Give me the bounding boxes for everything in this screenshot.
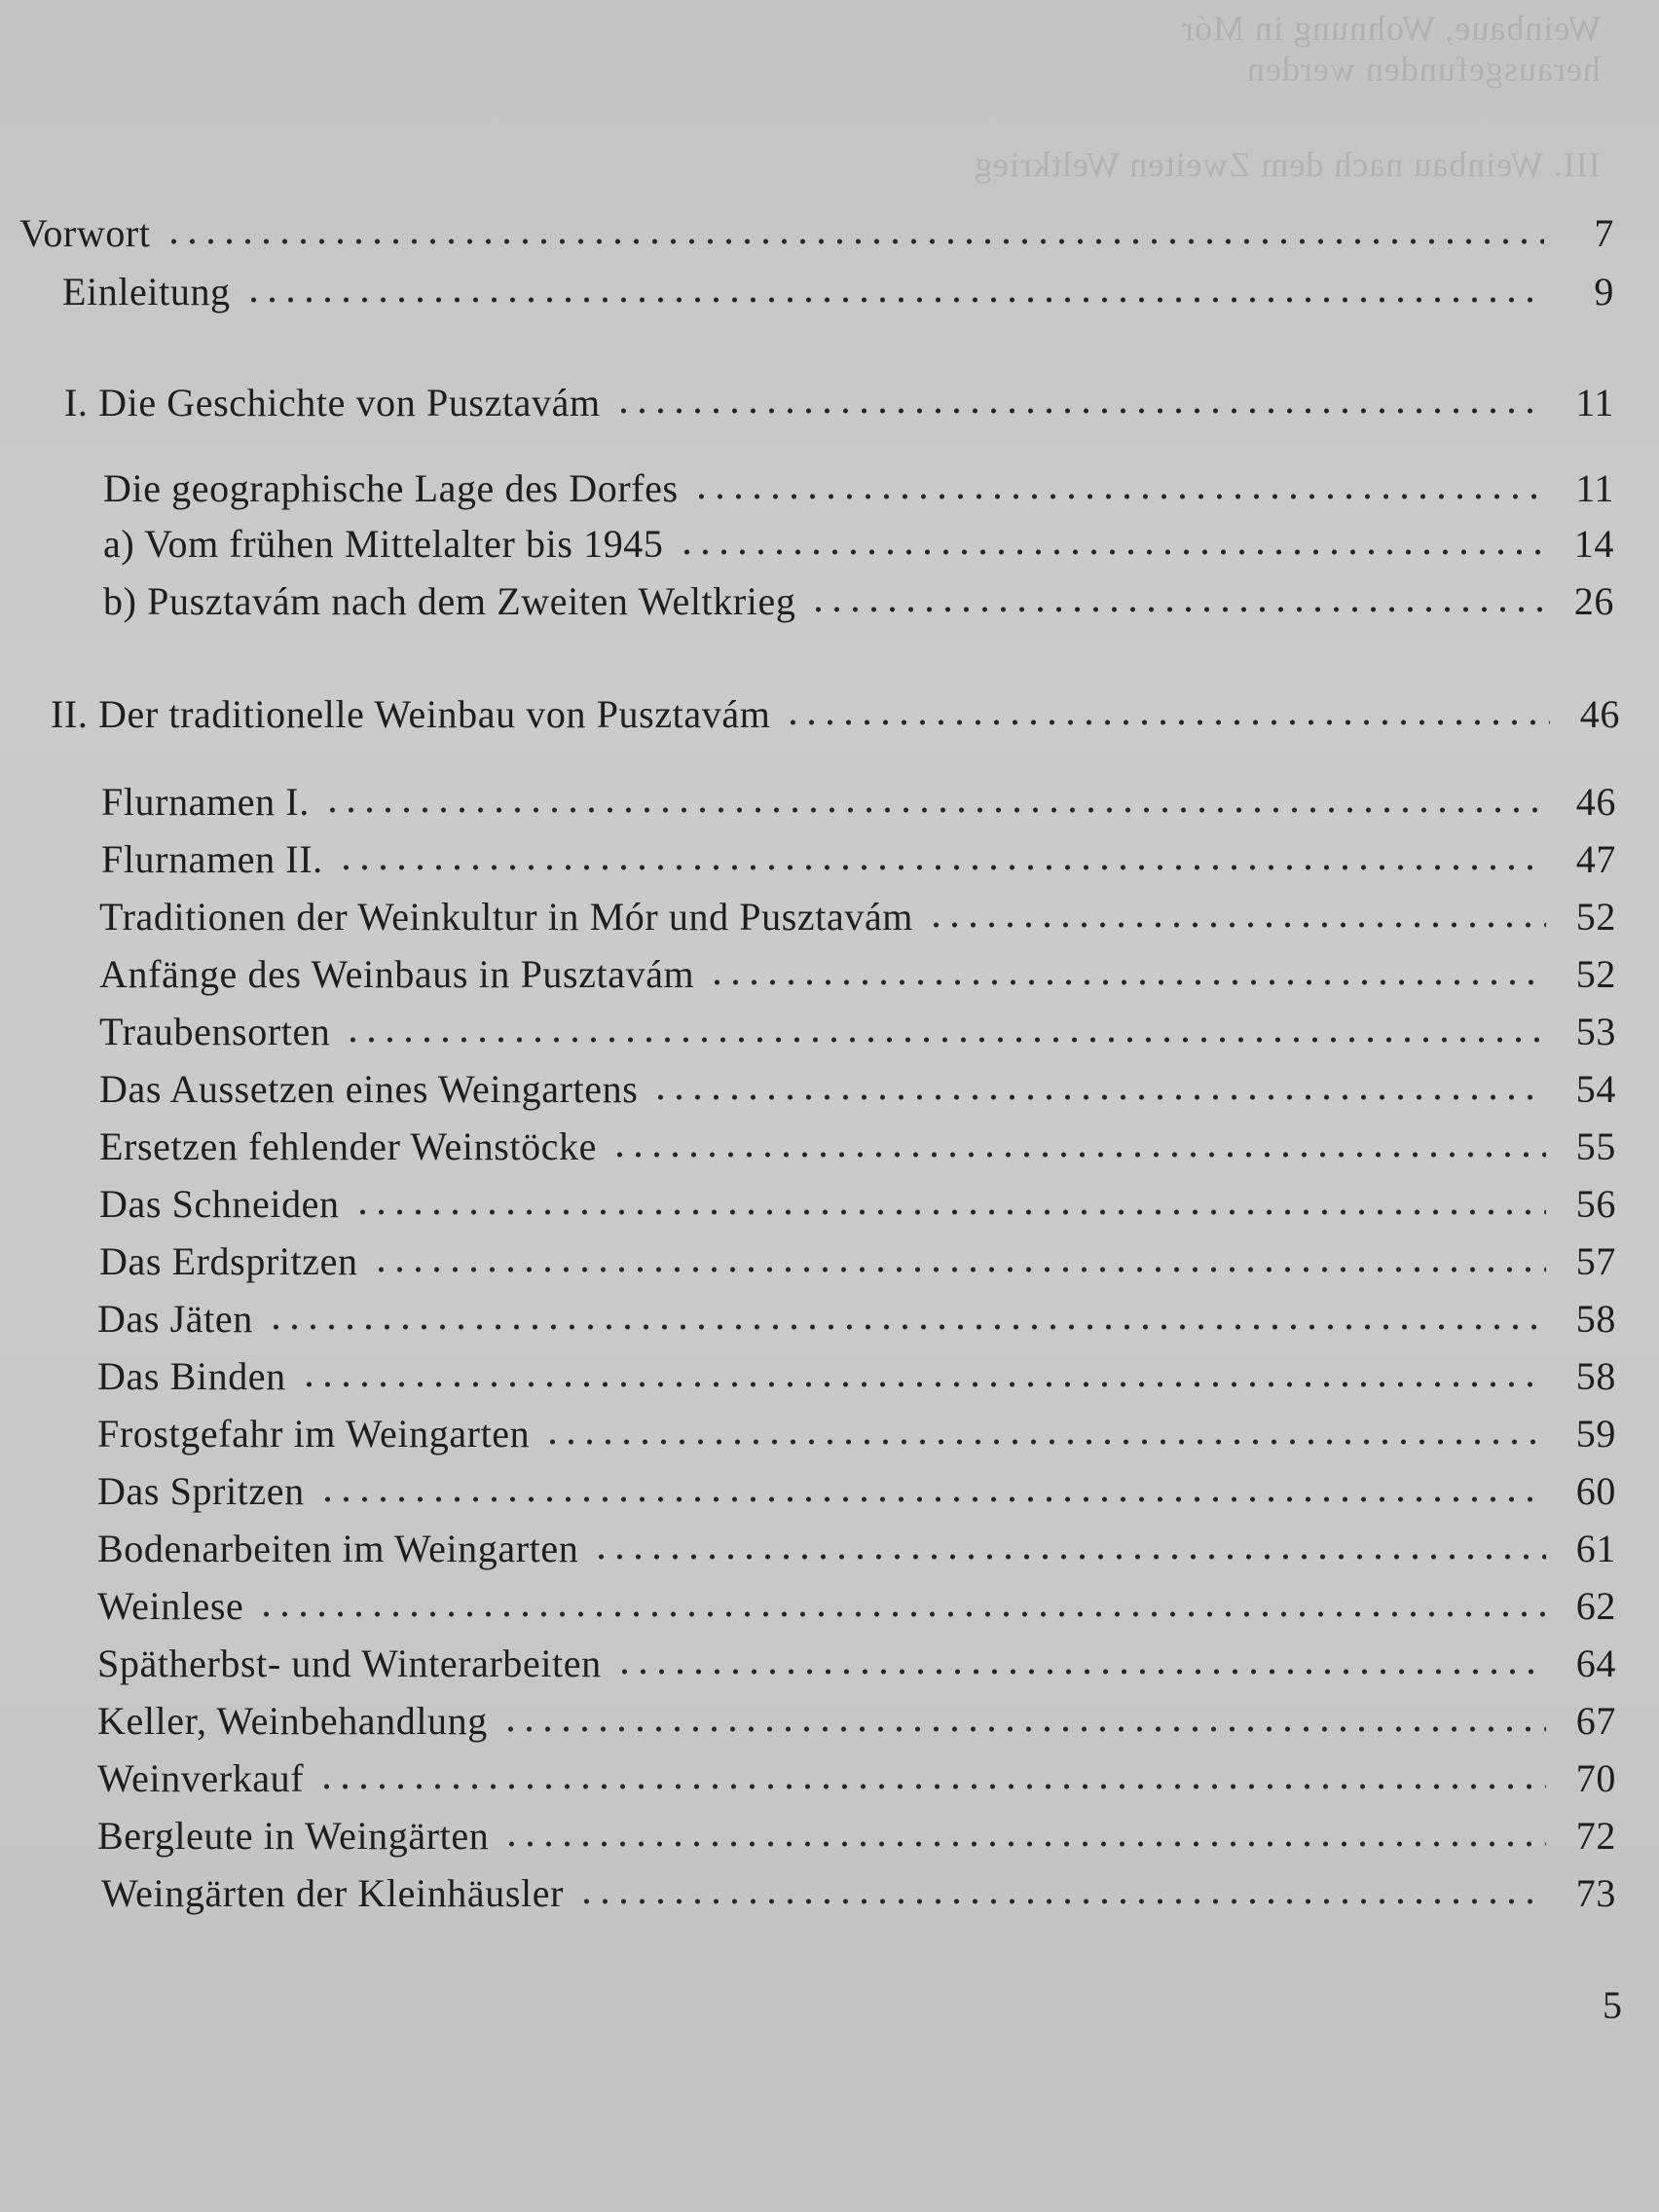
toc-entry-title: Keller, Weinbehandlung: [97, 1699, 488, 1743]
toc-entry: [97, 1353, 1616, 1400]
dot-leader: [678, 548, 1545, 556]
toc-entry-page: 52: [1575, 952, 1616, 996]
toc-entry-page: 60: [1575, 1469, 1616, 1513]
toc-entry-title: Das Erdspritzen: [99, 1239, 358, 1283]
dot-leader: [353, 1208, 1546, 1216]
toc-entry-page: 14: [1573, 522, 1614, 566]
toc-entry-title: a) Vom frühen Mittelalter bis 1945: [103, 522, 664, 566]
bleed-through-text: III. Weinbau nach dem Zweiten Weltkrieg: [974, 145, 1601, 184]
toc-entry-page: 73: [1575, 1871, 1616, 1915]
toc-entry-page: 52: [1575, 895, 1616, 939]
toc-entry-page: 54: [1575, 1067, 1616, 1111]
toc-entry-title: Das Spritzen: [97, 1469, 305, 1513]
toc-entry-title: Flurnamen I.: [101, 780, 310, 824]
toc-entry-title: Traubensorten: [99, 1010, 331, 1053]
dot-leader: [317, 1783, 1546, 1790]
bleed-through-text: Weinbaue, Wohnung in Mór: [1180, 9, 1601, 48]
dot-leader: [784, 719, 1550, 726]
dot-leader: [344, 1036, 1546, 1044]
toc-entry: [101, 1870, 1616, 1917]
toc-entry-title: Weinlese: [97, 1584, 244, 1628]
dot-leader: [318, 1495, 1546, 1503]
dot-leader: [323, 806, 1546, 814]
toc-entry-page: 58: [1575, 1354, 1616, 1398]
toc-entry-title: Bodenarbeiten im Weingarten: [97, 1527, 579, 1570]
toc-entry-title: Bergleute in Weingärten: [97, 1814, 490, 1858]
toc-entry-title: Anfänge des Weinbaus in Pusztavám: [99, 952, 695, 996]
toc-entry-page: 67: [1575, 1699, 1616, 1743]
toc-entry-title: Weingärten der Kleinhäusler: [101, 1871, 565, 1915]
toc-entry: [97, 1583, 1616, 1630]
toc-entry-title: b) Pusztavám nach dem Zweiten Weltkrieg: [103, 579, 796, 623]
dot-leader: [501, 1725, 1546, 1733]
toc-entry-page: 72: [1575, 1814, 1616, 1858]
dot-leader: [809, 606, 1544, 613]
toc-entry: [103, 578, 1614, 625]
dot-leader: [257, 1610, 1546, 1618]
toc-entry: [101, 779, 1616, 826]
toc-entry-title: Das Aussetzen eines Weingartens: [99, 1067, 639, 1111]
toc-entry-page: 61: [1575, 1527, 1616, 1570]
dot-leader: [165, 238, 1544, 245]
toc-entry-page: 47: [1575, 837, 1616, 881]
bleed-through-text: herausgefunden werden: [1246, 50, 1601, 89]
page-number: 5: [1603, 1983, 1622, 2027]
toc-entry: [97, 1526, 1616, 1572]
toc-entry: [99, 1124, 1616, 1170]
toc-entry-title: Einleitung: [62, 270, 231, 313]
toc-entry: [97, 1296, 1616, 1343]
dot-leader: [337, 864, 1546, 871]
toc-entry-page: 57: [1575, 1239, 1616, 1283]
toc-entry-title: Weinverkauf: [97, 1756, 305, 1800]
toc-entry-page: 70: [1575, 1756, 1616, 1800]
toc-entry: [97, 1813, 1616, 1860]
toc-entry: [99, 894, 1616, 940]
dot-leader: [543, 1438, 1546, 1446]
toc-entry-page: 53: [1575, 1010, 1616, 1053]
toc-entry-vorwort: [19, 210, 1614, 257]
dot-leader: [651, 1093, 1546, 1101]
toc-entry-title: Ersetzen fehlender Weinstöcke: [99, 1124, 597, 1168]
toc-entry: [97, 1755, 1616, 1802]
toc-entry-page: 62: [1575, 1584, 1616, 1628]
toc-entry: [99, 951, 1616, 998]
toc-entry-title: II. Der traditionelle Weinbau von Pusztavám: [51, 692, 771, 736]
dot-leader: [927, 921, 1546, 929]
toc-entry: [99, 1009, 1616, 1055]
toc-entry-page: 46: [1579, 692, 1620, 736]
toc-entry: [101, 836, 1616, 883]
toc-entry-einleitung: [62, 269, 1614, 315]
toc-entry-title: Vorwort: [19, 211, 151, 255]
toc-entry-page: 11: [1575, 466, 1614, 510]
toc-entry: [97, 1641, 1616, 1687]
toc-entry: [97, 1468, 1616, 1515]
toc-entry: [99, 1066, 1616, 1113]
toc-entry-title: Die geographische Lage des Dorfes: [103, 466, 679, 510]
dot-leader: [244, 296, 1544, 304]
toc-entry: [97, 1411, 1616, 1457]
toc-entry: [103, 465, 1614, 512]
toc-entry-title: Das Binden: [97, 1354, 286, 1398]
toc-entry-page: 55: [1575, 1124, 1616, 1168]
dot-leader: [615, 1668, 1546, 1676]
toc-chapter-1: [64, 380, 1614, 426]
toc-entry-title: Flurnamen II.: [101, 837, 323, 881]
dot-leader: [614, 407, 1544, 415]
toc-entry-page: 56: [1575, 1182, 1616, 1226]
dot-leader: [372, 1266, 1546, 1273]
dot-leader: [592, 1553, 1546, 1561]
dot-leader: [610, 1151, 1546, 1159]
dot-leader: [708, 978, 1546, 986]
toc-chapter-2: [51, 691, 1620, 738]
toc-entry-title: Traditionen der Weinkultur in Mór und Pusztavám: [99, 895, 914, 939]
toc-entry-title: Frostgefahr im Weingarten: [97, 1412, 531, 1456]
dot-leader: [300, 1381, 1546, 1388]
toc-entry-page: 46: [1575, 780, 1616, 824]
toc-entry-page: 11: [1575, 381, 1614, 424]
toc-entry-page: 58: [1575, 1297, 1616, 1341]
toc-entry: [97, 1698, 1616, 1745]
toc-entry: [99, 1181, 1616, 1228]
toc-entry-title: Das Schneiden: [99, 1182, 340, 1226]
toc-entry: [103, 521, 1614, 568]
toc-entry-page: 7: [1594, 211, 1614, 255]
toc-entry: [99, 1238, 1616, 1285]
toc-entry-title: Spätherbst- und Winterarbeiten: [97, 1641, 602, 1685]
dot-leader: [692, 493, 1544, 500]
toc-entry-title: Das Jäten: [97, 1297, 253, 1341]
dot-leader: [577, 1898, 1546, 1905]
dot-leader: [267, 1323, 1546, 1331]
toc-entry-page: 64: [1575, 1641, 1616, 1685]
dot-leader: [502, 1840, 1546, 1848]
toc-entry-title: I. Die Geschichte von Pusztavám: [64, 381, 601, 424]
toc-entry-page: 26: [1573, 579, 1614, 623]
toc-entry-page: 59: [1575, 1412, 1616, 1456]
toc-entry-page: 9: [1594, 270, 1614, 313]
